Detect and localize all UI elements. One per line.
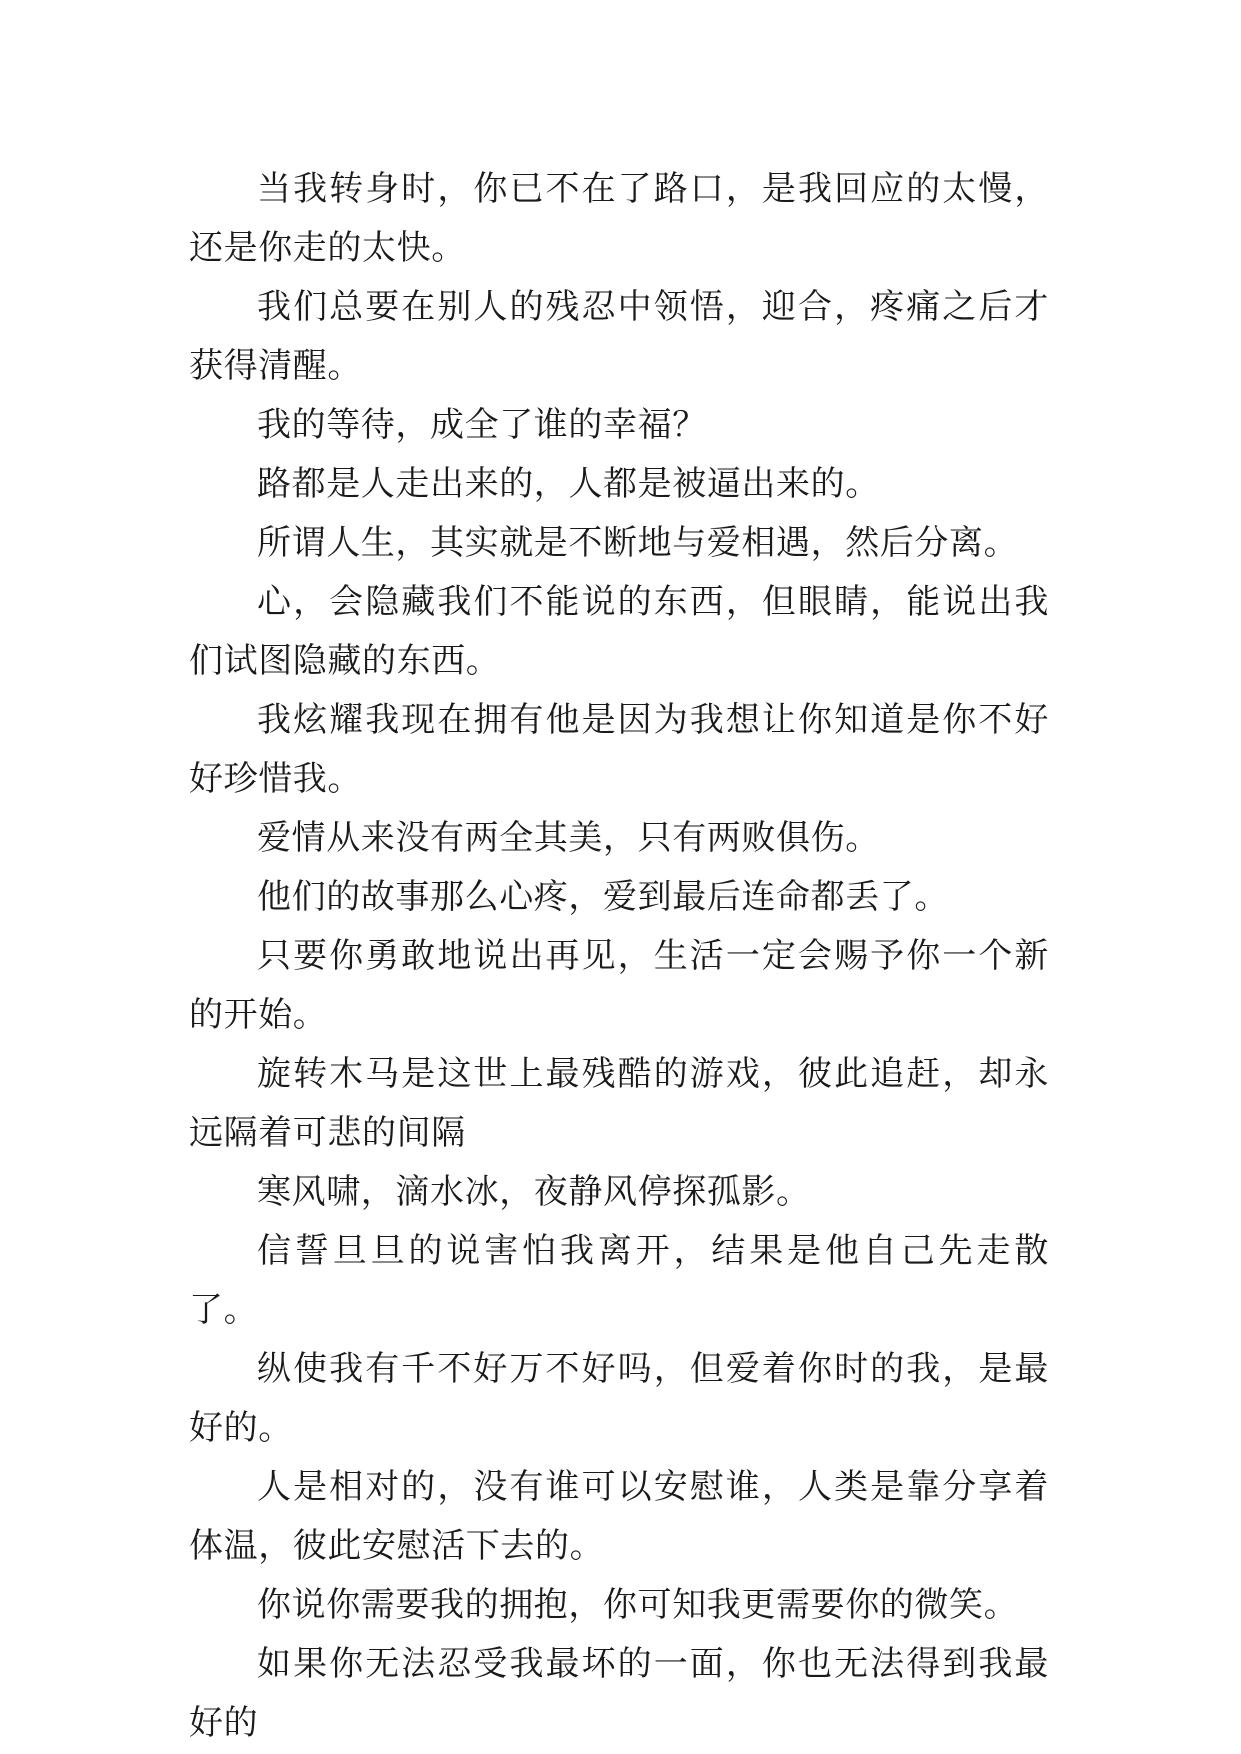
paragraph: 只要你勇敢地说出再见，生活一定会赐予你一个新的开始。 <box>189 936 1049 1035</box>
paragraph: 如果你无法忍受我最坏的一面，你也无法得到我最好的 <box>189 1644 1049 1743</box>
paragraph: 信誓旦旦的说害怕我离开，结果是他自己先走散了。 <box>189 1231 1049 1330</box>
paragraph: 旋转木马是这世上最残酷的游戏，彼此追赶，却永远隔着可悲的间隔 <box>189 1054 1049 1153</box>
paragraph: 爱情从来没有两全其美，只有两败俱伤。 <box>257 818 880 858</box>
document-body <box>189 160 1049 1753</box>
paragraph: 我们总要在别人的残忍中领悟，迎合，疼痛之后才获得清醒。 <box>189 287 1049 386</box>
paragraph: 纵使我有千不好万不好吗，但爱着你时的我，是最好的。 <box>189 1349 1049 1448</box>
paragraph: 心，会隐藏我们不能说的东西，但眼睛，能说出我们试图隐藏的东西。 <box>189 582 1049 681</box>
paragraph: 所谓人生，其实就是不断地与爱相遇，然后分离。 <box>257 523 1019 563</box>
paragraph: 我炫耀我现在拥有他是因为我想让你知道是你不好好珍惜我。 <box>189 700 1049 799</box>
paragraph: 你说你需要我的拥抱，你可知我更需要你的微笑。 <box>257 1585 1019 1625</box>
paragraph: 寒风啸，滴水冰，夜静风停探孤影。 <box>257 1172 811 1212</box>
paragraph: 人是相对的，没有谁可以安慰谁，人类是靠分享着体温，彼此安慰活下去的。 <box>189 1467 1049 1566</box>
paragraph: 我的等待，成全了谁的幸福？ <box>257 405 707 445</box>
paragraph: 当我转身时，你已不在了路口，是我回应的太慢，还是你走的太快。 <box>189 169 1049 268</box>
paragraph: 他们的故事那么心疼，爱到最后连命都丢了。 <box>257 877 949 917</box>
paragraph: 路都是人走出来的，人都是被逼出来的。 <box>257 464 880 504</box>
